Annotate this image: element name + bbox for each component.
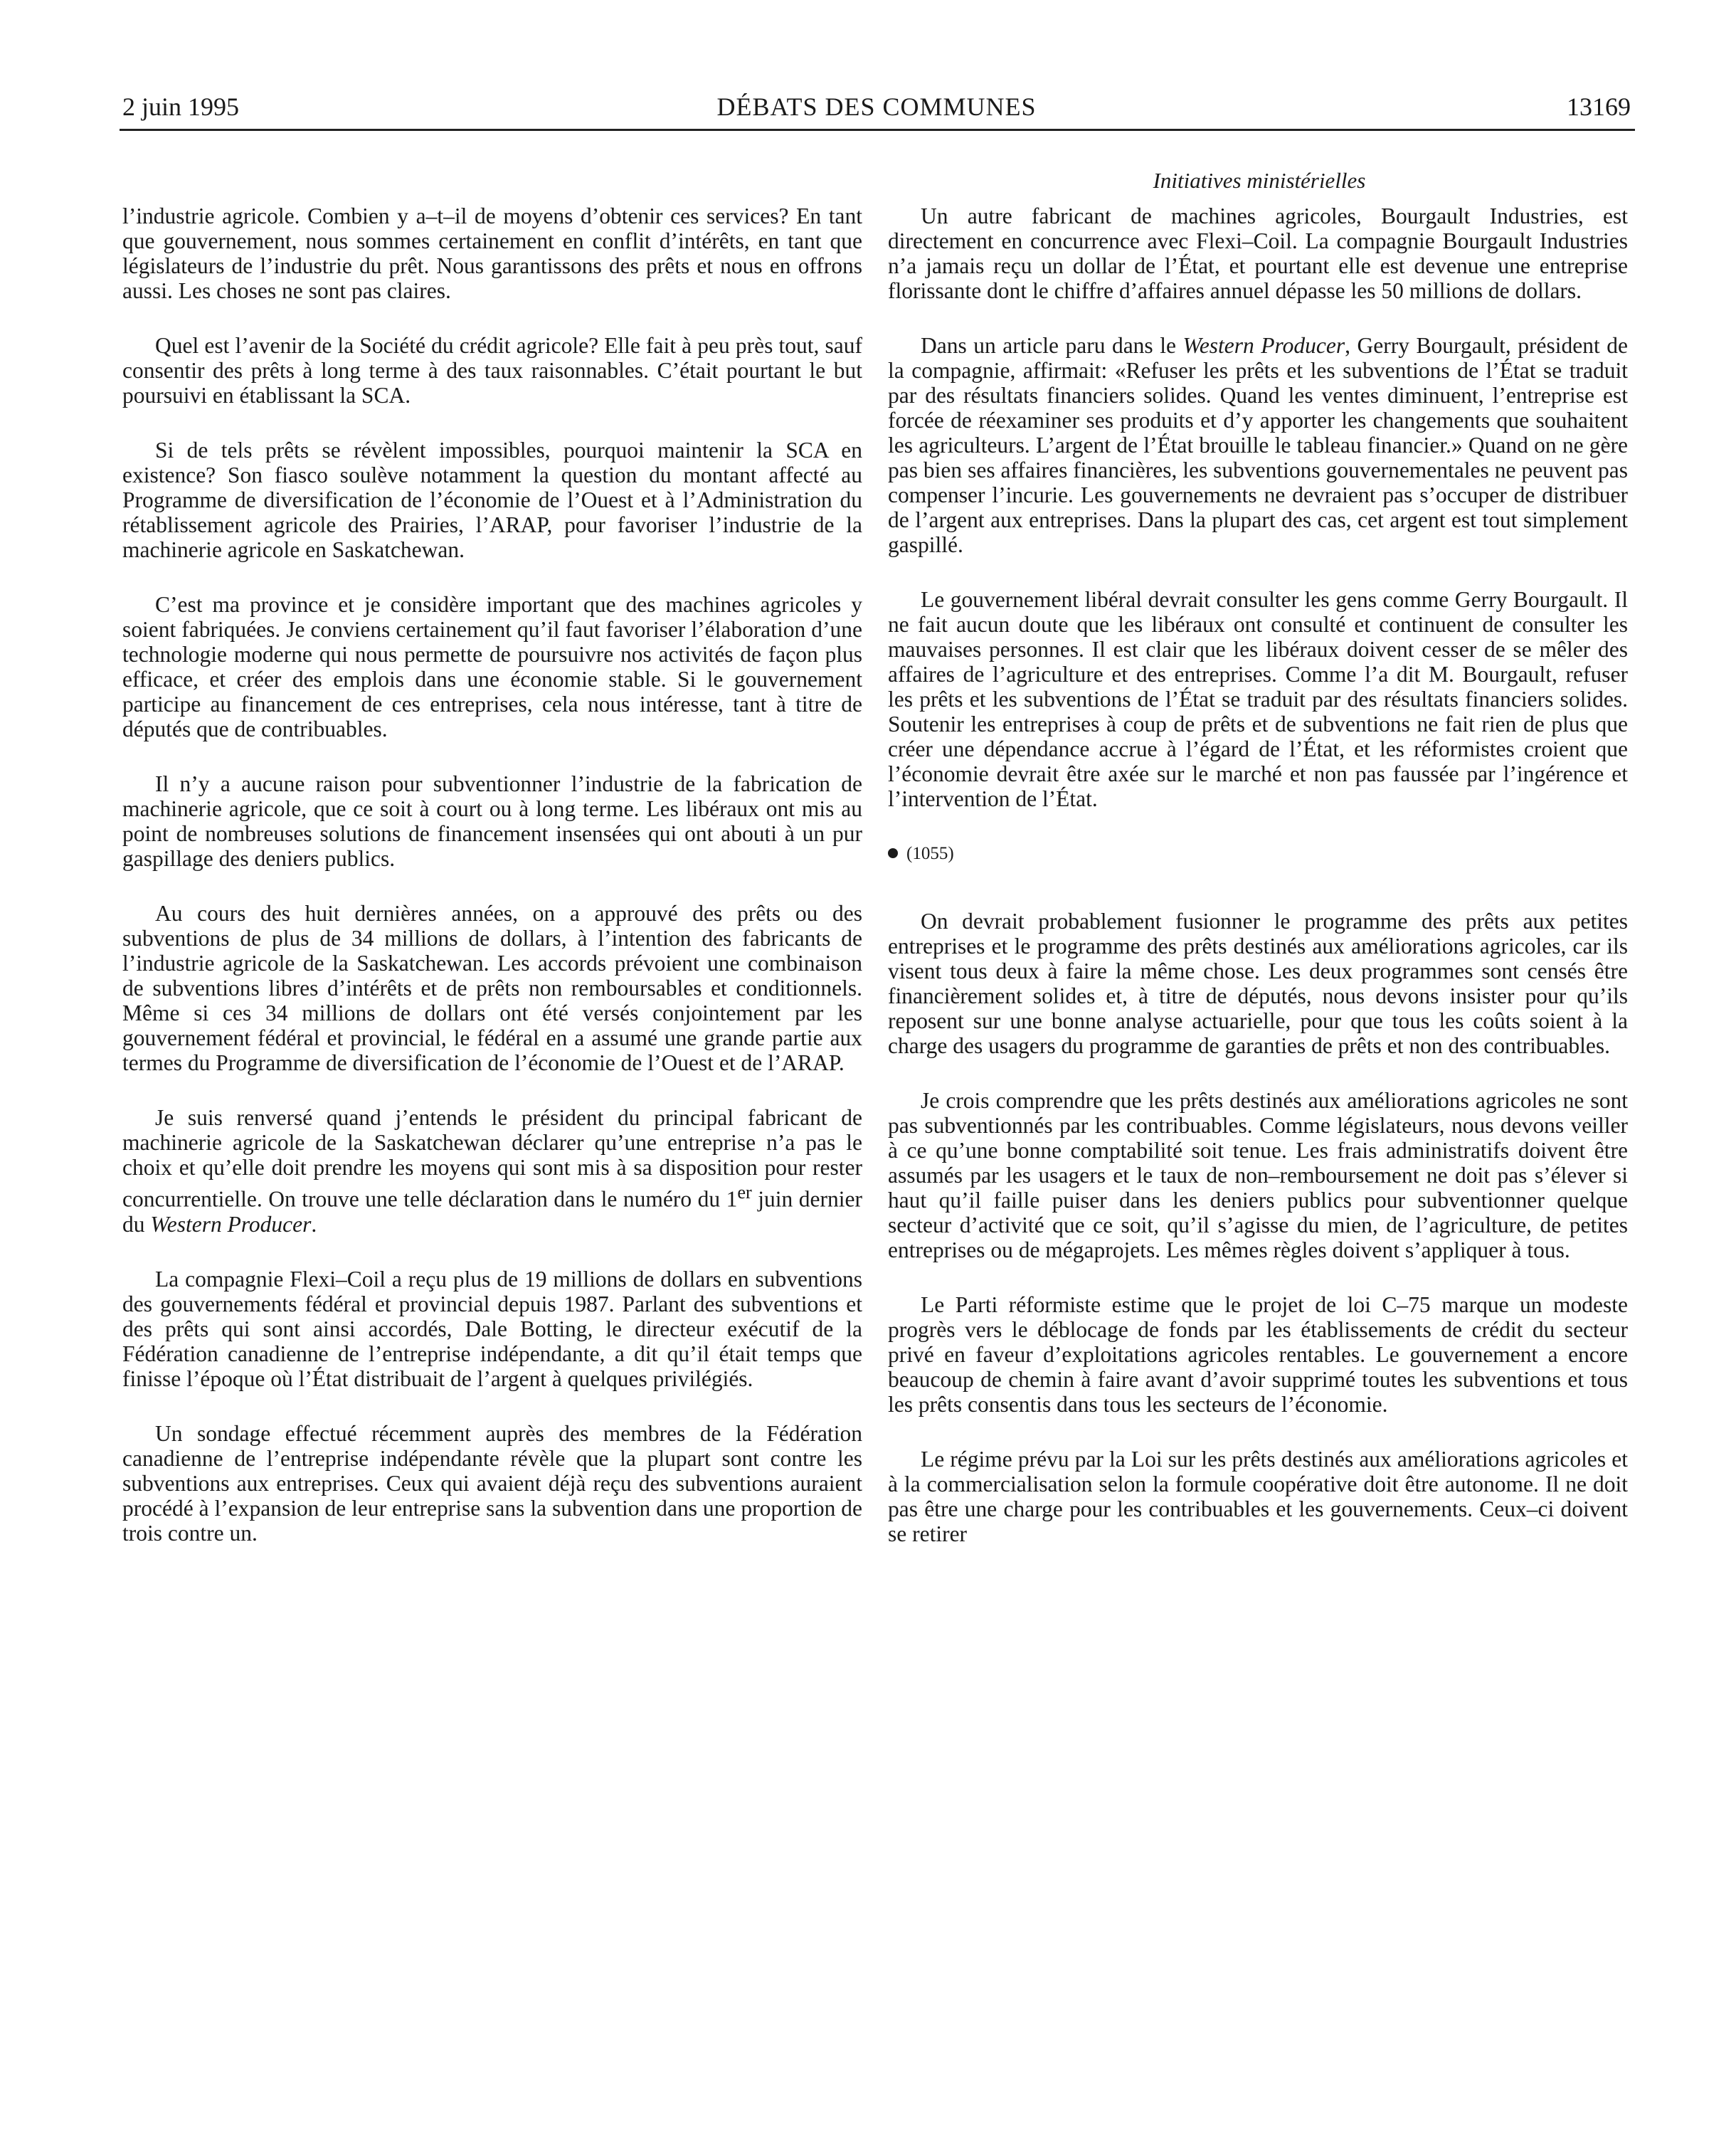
paragraph: La compagnie Flexi–Coil a reçu plus de 19 millions de dollars en subventions des gouvernements fédéral et provincial depuis 1987. Parlant des subventions et des prêts qui sont ainsi accordés, Dale Botting, le directeur exécutif de la Fédération canadienne de l’entreprise indépendante, a dit qu’il était temps que finisse l’époque où l’État distribuait de l’argent à quelques privilégiés. bbox=[122, 1266, 862, 1391]
section-heading: Initiatives ministérielles bbox=[1153, 168, 1366, 193]
paragraph: Si de tels prêts se révèlent impossibles, pourquoi maintenir la SCA en existence? Son fiasco soulève notamment la question du montant affecté au Programme de diversification de l’économie de l’Ouest et à l’Administration du rétablissement agricole des Prairies, l’ARAP, pour favoriser l’industrie de la machinerie agricole en Saskatchewan. bbox=[122, 438, 862, 562]
paragraph: Quel est l’avenir de la Société du crédit agricole? Elle fait à peu près tout, sauf consentir des prêts à long terme à des taux raisonnables. C’était pourtant le but poursuivi en établissant la SCA. bbox=[122, 333, 862, 408]
paragraph: Le Parti réformiste estime que le projet de loi C–75 marque un modeste progrès vers le déblocage de fonds par les établissements de crédit du secteur privé en faveur d’exploitations agricoles rentables. Le gouvernement a encore beaucoup de chemin à faire avant d’avoir supprimé toutes les subventions et tous les prêts consentis dans tous les secteurs de l’économie. bbox=[888, 1292, 1628, 1417]
paragraph: On devrait probablement fusionner le programme des prêts aux petites entreprises et le programme des prêts destinés aux améliorations agricoles, car ils visent tous deux à faire la même chose. Les deux programmes sont censés être financièrement solides et, à titre de députés, nous devons insister pour qu’ils reposent sur une bonne analyse actuarielle, pour que tous les coûts soient à la charge des usagers du programme de garanties de prêts et non des contribuables. bbox=[888, 909, 1628, 1058]
publication-title: Western Producer bbox=[1182, 333, 1345, 358]
time-marker bbox=[888, 841, 1628, 866]
paragraph: Au cours des huit dernières années, on a approuvé des prêts ou des subventions de plus de 34 millions de dollars, à l’intention des fabricants de l’industrie agricole de la Saskatchewan. Les accords prévoient une combinaison de subventions libres d’intérêts et de prêts non remboursables et conditionnels. Même si ces 34 millions de dollars ont été versés conjointement par les gouvernement fédéral et provincial, le fédéral en a assumé une grande partie aux termes du Programme de diversification de l’économie de l’Ouest et de l’ARAP. bbox=[122, 901, 862, 1075]
header-page-number: 13169 bbox=[1567, 93, 1631, 121]
paragraph: Le régime prévu par la Loi sur les prêts destinés aux améliorations agricoles et à la commercialisation selon la formule coopérative doit être autonome. Il ne doit pas être une charge pour les contribuables et les gouvernements. Ceux–ci doivent se retirer bbox=[888, 1447, 1628, 1546]
paragraph: Je crois comprendre que les prêts destinés aux améliorations agricoles ne sont pas subventionnés par les contribuables. Comme législateurs, nous devons veiller à ce qu’une bonne comptabilité soit tenue. Les frais administratifs doivent être assumés par les usagers et le taux de non–remboursement ne doit pas s’élever si haut qu’il faille puiser dans les deniers publics pour subventionner quelque secteur d’activité que ce soit, qu’il s’agisse du mien, de l’agriculture, de petites entreprises ou de mégaprojets. Les mêmes règles doivent s’appliquer à tous. bbox=[888, 1088, 1628, 1262]
header-date: 2 juin 1995 bbox=[122, 93, 240, 121]
right-column bbox=[888, 204, 1628, 1576]
paragraph bbox=[122, 1105, 862, 1237]
paragraph: Un autre fabricant de machines agricoles, Bourgault Industries, est directement en concurrence avec Flexi–Coil. La compagnie Bourgault Industries n’a jamais reçu un dollar de l’État, et pourtant elle est devenue une entreprise florissante dont le chiffre d’affaires annuel dépasse les 50 millions de dollars. bbox=[888, 204, 1628, 303]
running-head bbox=[122, 84, 1631, 130]
paragraph: C’est ma province et je considère important que des machines agricoles y soient fabriquées. Je conviens certainement qu’il faut favoriser l’élaboration d’une technologie moderne qui nous permette de poursuivre nos activités de façon plus efficace, et créer des emplois dans une économie stable. Si le gouvernement participe au financement de ces entreprises, cela nous intéresse, tant à titre de députés que de contribuables. bbox=[122, 592, 862, 741]
paragraph: Il n’y a aucune raison pour subventionner l’industrie de la fabrication de machinerie agricole, que ce soit à court ou à long terme. Les libéraux ont mis au point de nombreuses solutions de financement insensées qui ont abouti à un pur gaspillage des deniers publics. bbox=[122, 771, 862, 871]
paragraph: Le gouvernement libéral devrait consulter les gens comme Gerry Bourgault. Il ne fait aucun doute que les libéraux ont consulté et continuent de consulter les mauvaises personnes. Il est clair que les libéraux doivent cesser de se mêler des affaires de l’agriculture et des entreprises. Comme l’a dit M. Bourgault, refuser les prêts et les subventions de l’État se traduit par des résultats financiers solides. Soutenir les entreprises à coup de prêts et de subventions ne fait rien de plus que créer une dépendance accrue à l’égard de l’État, et les réformistes croient que l’économie devrait être axée sur le marché et non pas faussée par l’ingérence et l’intervention de l’État. bbox=[888, 587, 1628, 811]
superscript: er bbox=[737, 1182, 752, 1203]
paragraph-text: juin dernier du bbox=[122, 1186, 862, 1237]
paragraph-text: , Gerry Bourgault, président de la compagnie, affirmait: «Refuser les prêts et les subventions de l’État se traduit par des résultats financiers solides. Quand les ventes diminuent, l’entreprise est forcée de réexaminer ses produits et d’y apporter les changements que souhaitent les agriculteurs. L’argent de l’État brouille le tableau financier.» Quand on ne gère pas bien ses affaires financières, les subventions gouvernementales ne peuvent pas compenser l’incurie. Les gouvernements ne devraient pas s’occuper de distribuer de l’argent aux entreprises. Dans la plupart des cas, cet argent est tout simplement gaspillé. bbox=[888, 333, 1629, 557]
header-title: DÉBATS DES COMMUNES bbox=[716, 93, 1037, 121]
paragraph-text: . bbox=[311, 1211, 317, 1237]
paragraph bbox=[888, 333, 1628, 557]
bullet-icon bbox=[888, 848, 898, 858]
header-rule bbox=[120, 129, 1635, 131]
paragraph: Un sondage effectué récemment auprès des membres de la Fédération canadienne de l’entreprise indépendante révèle que la plupart sont contre les subventions aux entreprises. Ceux qui avaient déjà reçu des subventions auraient procédé à l’expansion de leur entreprise sans la subvention dans une proportion de trois contre un. bbox=[122, 1420, 862, 1546]
publication-title: Western Producer bbox=[150, 1211, 312, 1237]
paragraph: l’industrie agricole. Combien y a–t–il de moyens d’obtenir ces services? En tant que gouvernement, nous sommes certainement en conflit d’intérêts, en tant que législateurs de l’industrie du prêt. Nous garantissons des prêts et nous en offrons aussi. Les choses ne sont pas claires. bbox=[122, 204, 862, 303]
paragraph-text: Je suis renversé quand j’entends le président du principal fabricant de machinerie agricole de la Saskatchewan déclarer qu’une entreprise n’a pas le choix et qu’elle doit prendre les moyens qui sont mis à sa disposition pour rester concurrentielle. On trouve une telle déclaration dans le numéro du 1 bbox=[122, 1105, 862, 1212]
left-column bbox=[122, 204, 862, 1575]
time-marker-text: (1055) bbox=[906, 844, 954, 863]
paragraph-text: Dans un article paru dans le bbox=[921, 333, 1183, 358]
